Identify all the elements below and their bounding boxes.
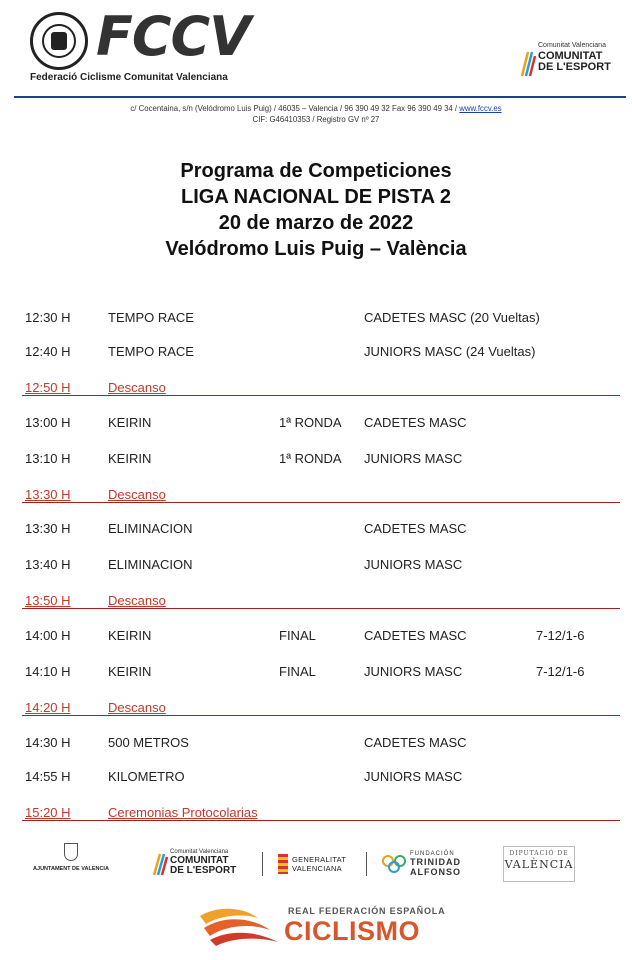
footer-cv-title	[170, 856, 236, 876]
row-round: 1ª RONDA	[279, 415, 342, 430]
diputacio-valencia-logo	[503, 846, 575, 882]
row-time: 13:30 H	[25, 487, 71, 502]
generalitat-line1: GENERALITAT	[292, 855, 347, 864]
schedule-row	[0, 733, 632, 753]
ajuntament-text: AJUNTAMENT DE VALENCIA	[33, 866, 109, 872]
row-time: 14:10 H	[25, 664, 71, 679]
fundacion-title	[410, 858, 461, 877]
address-block	[0, 104, 632, 125]
fundacion-line1: TRINIDAD	[410, 857, 461, 867]
row-event: KEIRIN	[108, 415, 152, 430]
generalitat-line2: VALENCIANA	[292, 864, 342, 873]
row-extra: 7-12/1-6	[536, 664, 585, 679]
schedule-row	[0, 308, 632, 328]
diputacio-small: DIPUTACIÓ DE	[509, 850, 569, 857]
footer-separator	[262, 852, 263, 876]
row-event: KEIRIN	[108, 628, 152, 643]
row-time: 14:20 H	[25, 700, 71, 715]
row-round: FINAL	[279, 628, 316, 643]
row-time: 14:00 H	[25, 628, 71, 643]
rings-icon	[382, 854, 406, 874]
rfec-small-text: REAL FEDERACIÓN ESPAÑOLA	[288, 906, 446, 916]
row-event: TEMPO RACE	[108, 310, 194, 325]
rfec-logo	[196, 902, 456, 948]
footer-cv-small: Comunitat Valenciana	[170, 849, 229, 855]
rfec-title: CICLISMO	[284, 916, 420, 946]
header-divider	[14, 96, 626, 98]
footer-cv-line2: DE L'ESPORT	[170, 865, 237, 876]
row-category: CADETES MASC (20 Vueltas)	[364, 310, 540, 325]
row-time: 14:55 H	[25, 769, 71, 784]
title-date: 20 de marzo de 2022	[218, 212, 414, 234]
row-category: JUNIORS MASC	[364, 557, 463, 572]
comunitat-esport-logo	[520, 42, 620, 82]
crest-icon	[64, 843, 78, 861]
fccv-logo-text: FCCV	[96, 5, 250, 68]
row-time: 13:40 H	[25, 557, 71, 572]
row-time: 15:20 H	[25, 805, 71, 820]
row-round: FINAL	[279, 664, 316, 679]
schedule-row	[0, 626, 632, 646]
schedule-row	[0, 413, 632, 433]
row-event: ELIMINACION	[108, 521, 193, 536]
title-program: Programa de Competiciones	[180, 160, 452, 182]
website-link[interactable]: www.fccv.es	[459, 104, 502, 113]
schedule-row	[0, 555, 632, 575]
row-time: 13:50 H	[25, 593, 71, 608]
schedule-row	[0, 342, 632, 362]
title-block	[0, 158, 632, 262]
row-category: CADETES MASC	[364, 735, 467, 750]
break-divider	[22, 715, 620, 716]
cyclist-swoosh-icon	[196, 904, 282, 946]
row-event: 500 METROS	[108, 735, 189, 750]
generalitat-logo	[276, 852, 356, 878]
row-category: CADETES MASC	[364, 521, 467, 536]
row-time: 12:40 H	[25, 344, 71, 359]
row-category: JUNIORS MASC	[364, 769, 463, 784]
row-event: Ceremonias Protocolarias	[108, 805, 258, 820]
cv-logo-title	[538, 51, 611, 73]
break-divider	[22, 502, 620, 503]
generalitat-text	[292, 855, 346, 873]
footer-cv-line1: COMUNITAT	[170, 855, 229, 866]
break-divider	[22, 608, 620, 609]
row-category: CADETES MASC	[364, 628, 467, 643]
row-event: KEIRIN	[108, 664, 152, 679]
senyera-icon	[278, 854, 288, 874]
fundacion-small: FUNDACIÓN	[410, 851, 455, 857]
diputacio-big: VALÈNCIA	[504, 858, 574, 871]
row-round: 1ª RONDA	[279, 451, 342, 466]
stripes-icon	[520, 48, 536, 78]
title-venue: Velódromo Luis Puig – València	[165, 238, 467, 260]
cif-line: CIF: G46410353 / Registro GV nº 27	[252, 114, 380, 124]
row-event: Descanso	[108, 593, 166, 608]
row-event: Descanso	[108, 380, 166, 395]
federation-name: Federació Ciclisme Comunitat Valenciana	[30, 72, 228, 83]
break-divider	[22, 820, 620, 821]
row-category: JUNIORS MASC	[364, 451, 463, 466]
schedule-row	[0, 662, 632, 682]
row-event: Descanso	[108, 700, 166, 715]
footer-separator	[366, 852, 367, 876]
fccv-emblem	[30, 12, 88, 70]
row-time: 13:30 H	[25, 521, 71, 536]
row-category: JUNIORS MASC	[364, 664, 463, 679]
fundacion-trinidad-alfonso-logo	[380, 850, 480, 878]
row-time: 14:30 H	[25, 735, 71, 750]
row-event: Descanso	[108, 487, 166, 502]
row-time: 12:50 H	[25, 380, 71, 395]
stripes-icon	[152, 851, 168, 877]
footer-comunitat-esport-logo	[152, 849, 256, 879]
schedule-row	[0, 519, 632, 539]
row-time: 12:30 H	[25, 310, 71, 325]
row-time: 13:00 H	[25, 415, 71, 430]
schedule-row	[0, 449, 632, 469]
fundacion-line2: ALFONSO	[410, 866, 461, 877]
row-category: CADETES MASC	[364, 415, 467, 430]
cv-logo-line1: COMUNITAT	[538, 50, 603, 62]
address-line: c/ Cocentaina, s/n (Velódromo Luis Puig) / 46035 – Valencia / 96 390 49 32 Fax 96 390 49 34 /	[130, 104, 458, 113]
row-time: 13:10 H	[25, 451, 71, 466]
row-event: ELIMINACION	[108, 557, 193, 572]
bicycle-icon	[51, 32, 67, 50]
cv-logo-small: Comunitat Valenciana	[538, 42, 606, 49]
emblem-inner-ring	[42, 24, 76, 58]
row-event: TEMPO RACE	[108, 344, 194, 359]
row-extra: 7-12/1-6	[536, 628, 585, 643]
row-event: KEIRIN	[108, 451, 152, 466]
break-divider	[22, 395, 620, 396]
cv-logo-line2: DE L'ESPORT	[538, 61, 611, 73]
schedule-row	[0, 767, 632, 787]
row-event: KILOMETRO	[108, 769, 185, 784]
row-category: JUNIORS MASC (24 Vueltas)	[364, 344, 536, 359]
title-league: LIGA NACIONAL DE PISTA 2	[180, 186, 452, 208]
ajuntament-valencia-logo	[30, 843, 112, 879]
